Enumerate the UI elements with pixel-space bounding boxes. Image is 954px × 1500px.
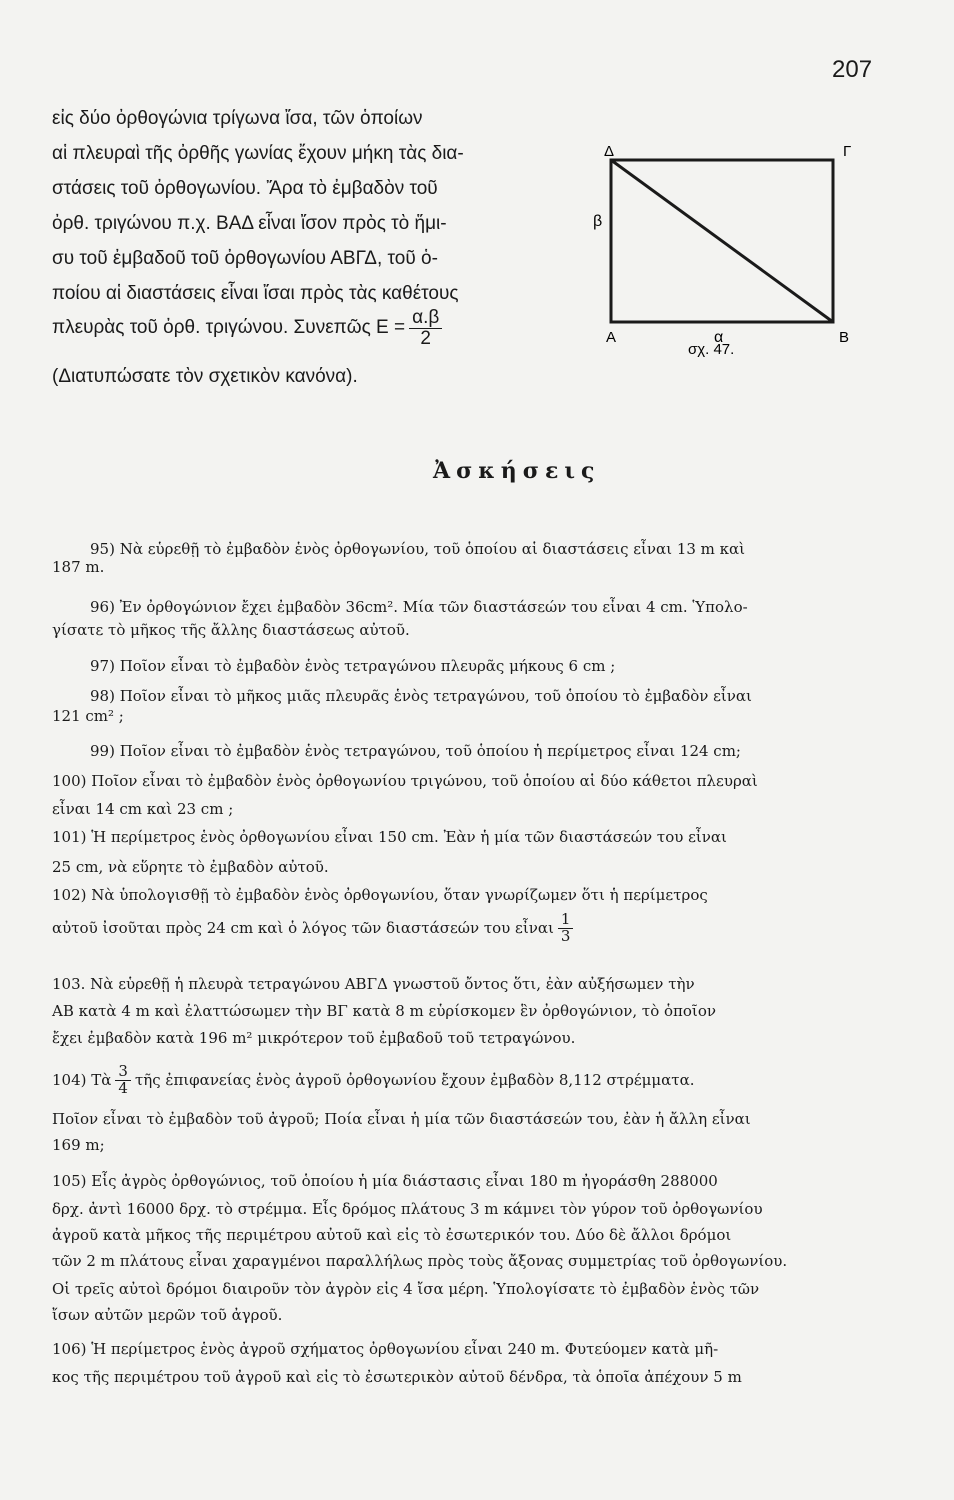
exercise-105-line-5: Οἱ τρεῖς αὐτοὶ δρόμοι διαιροῦν τὸν ἀγρὸν εἰς 4 ἴσα μέρη. Ὑπολογίσατε τὸ ἐμβαδὸν ἑνὸς τῶν — [52, 1280, 760, 1298]
figure-caption: σχ. 47. — [688, 341, 735, 358]
diagonal-db — [611, 160, 833, 322]
exercise-103-line-2: ΑΒ κατὰ 4 m καὶ ἐλαττώσωμεν τὴν ΒΓ κατὰ 8 m εὑρίσκομεν ἓν ὀρθογώνιον, τὸ ὁποῖον — [52, 1002, 716, 1020]
exercise-105-line-1: 105) Εἷς ἀγρὸς ὀρθογώνιος, τοῦ ὁποίου ἡ μία διάστασις εἶναι 180 m ἠγοράσθη 288000 — [52, 1172, 718, 1190]
exercise-100-line-1: 100) Ποῖον εἶναι τὸ ἐμβαδὸν ἑνὸς ὀρθογωνίου τριγώνου, τοῦ ὁποίου αἱ δύο κάθετοι πλευραὶ — [52, 772, 758, 790]
label-gamma: Γ — [843, 143, 852, 160]
exercise-95-line-2: 187 m. — [52, 558, 105, 576]
ratio-denominator: 3 — [560, 926, 571, 945]
exercise-104-line-3: 169 m; — [52, 1136, 105, 1154]
label-b: Β — [839, 329, 850, 346]
exercise-105-line-4: τῶν 2 m πλάτους εἶναι χαραγμένοι παραλλήλως πρὸς τοὺς ἄξονας συμμετρίας τοῦ ὀρθογωνίου. — [52, 1252, 788, 1270]
exercise-106-line-2: κος τῆς περιμέτρου τοῦ ἀγροῦ καὶ εἰς τὸ ἐσωτερικὸν αὐτοῦ δένδρα, τὰ ὁποῖα ἀπέχουν 5 m — [52, 1368, 742, 1386]
ratio-fraction — [558, 912, 574, 945]
exercise-101-line-1: 101) Ἡ περίμετρος ἑνὸς ὀρθογωνίου εἶναι 150 cm. Ἐὰν ἡ μία τῶν διαστάσεών του εἶναι — [52, 828, 727, 846]
ratio-numerator: 1 — [558, 912, 574, 929]
intro-line-1: εἰς δύο ὀρθογώνια τρίγωνα ἴσα, τῶν ὁποίων — [52, 108, 423, 129]
exercise-104-prefix: 104) Τὰ — [52, 1071, 112, 1090]
exercise-103-line-1: 103. Νὰ εὑρεθῇ ἡ πλευρὰ τετραγώνου ΑΒΓΔ γνωστοῦ ὄντος ὅτι, ἐὰν αὐξήσωμεν τὴν — [52, 975, 695, 993]
exercise-104-line-1 — [52, 1064, 695, 1097]
intro-line-6: ποίου αἱ διαστάσεις εἶναι ἴσαι πρὸς τὰς καθέτους — [52, 283, 459, 304]
intro-line-2: αἱ πλευραὶ τῆς ὀρθῆς γωνίας ἔχουν μήκη τὰς δια- — [52, 143, 464, 164]
label-a: Α — [606, 329, 617, 346]
exercise-99: 99) Ποῖον εἶναι τὸ ἐμβαδὸν ἑνὸς τετραγώνου, τοῦ ὁποίου ἡ περίμετρος εἶναι 124 cm; — [90, 742, 741, 760]
intro-line-3: στάσεις τοῦ ὀρθογωνίου. Ἄρα τὸ ἐμβαδὸν τοῦ — [52, 178, 438, 199]
exercise-98-line-1: 98) Ποῖον εἶναι τὸ μῆκος μιᾶς πλευρᾶς ἑνὸς τετραγώνου, τοῦ ὁποίου τὸ ἐμβαδὸν εἶναι — [90, 687, 752, 705]
exercise-104-line-2: Ποῖον εἶναι τὸ ἐμβαδὸν τοῦ ἀγροῦ; Ποία εἶναι ἡ μία τῶν διαστάσεών του, ἐὰν ἡ ἄλλη εἶναι — [52, 1110, 751, 1128]
area-fraction — [409, 308, 442, 349]
exercise-97: 97) Ποῖον εἶναι τὸ ἐμβαδὸν ἑνὸς τετραγώνου πλευρᾶς μήκους 6 cm ; — [90, 657, 616, 675]
exercise-96-line-1: 96) Ἐν ὀρθογώνιον ἔχει ἐμβαδὸν 36cm². Μία τῶν διαστάσεών του εἶναι 4 cm. Ὑπολο- — [90, 598, 748, 616]
exercise-102-line-1: 102) Νὰ ὑπολογισθῇ τὸ ἐμβαδὸν ἑνὸς ὀρθογωνίου, ὅταν γνωρίζωμεν ὅτι ἡ περίμετρος — [52, 886, 708, 904]
formula-text: πλευρὰς τοῦ ὀρθ. τριγώνου. Συνεπῶς Ε = — [52, 317, 406, 339]
exercise-96-line-2: γίσατε τὸ μῆκος τῆς ἄλλης διαστάσεως αὐτοῦ. — [52, 621, 410, 639]
exercise-98-line-2: 121 cm² ; — [52, 707, 124, 725]
label-beta: β — [593, 213, 603, 230]
exercise-104-text: τῆς ἐπιφανείας ἑνὸς ἀγροῦ ὀρθογωνίου ἔχουν ἐμβαδὸν 8,112 στρέμματα. — [134, 1071, 695, 1090]
label-delta: Δ — [604, 143, 615, 160]
exercise-105-line-2: δρχ. ἀντὶ 16000 δρχ. τὸ στρέμμα. Εἷς δρόμος πλάτους 3 m κάμνει τὸν γύρον τοῦ ὀρθογωνίου — [52, 1200, 763, 1218]
fraction-4: 4 — [118, 1078, 128, 1097]
exercises-heading: Ἀσκήσεις — [433, 458, 601, 484]
fraction-3: 3 — [115, 1064, 131, 1081]
exercise-100-line-2: εἶναι 14 cm καὶ 23 cm ; — [52, 800, 234, 818]
three-quarters-fraction — [115, 1064, 131, 1097]
exercise-106-line-1: 106) Ἡ περίμετρος ἑνὸς ἀγροῦ σχήματος ὀρθογωνίου εἶναι 240 m. Φυτεύομεν κατὰ μῆ- — [52, 1340, 719, 1358]
exercise-105-line-3: ἀγροῦ κατὰ μῆκος τῆς περιμέτρου αὐτοῦ καὶ εἰς τὸ ἐσωτερικόν του. Δύο δὲ ἄλλοι δρόμοι — [52, 1226, 732, 1244]
exercise-101-line-2: 25 cm, νὰ εὕρητε τὸ ἐμβαδὸν αὐτοῦ. — [52, 858, 329, 876]
exercise-102-text: αὐτοῦ ἰσοῦται πρὸς 24 cm καὶ ὁ λόγος τῶν διαστάσεών του εἶναι — [52, 919, 554, 938]
exercise-103-line-3: ἔχει ἐμβαδὸν κατὰ 196 m² μικρότερον τοῦ ἐμβαδοῦ τοῦ τετραγώνου. — [52, 1029, 576, 1047]
fraction-numerator: α.β — [409, 308, 442, 329]
figure-47 — [580, 130, 870, 370]
exercise-105-line-6: ἴσων αὐτῶν μερῶν τοῦ ἀγροῦ. — [52, 1306, 283, 1324]
label-alpha: α — [714, 329, 724, 346]
intro-line-5: συ τοῦ ἐμβαδοῦ τοῦ ὀρθογωνίου ΑΒΓΔ, τοῦ ὁ- — [52, 248, 438, 269]
exercise-102-line-2 — [52, 912, 577, 945]
formula-line — [52, 308, 446, 349]
page-number: 207 — [832, 56, 873, 83]
intro-last-line: (Διατυπώσατε τὸν σχετικὸν κανόνα). — [52, 366, 358, 387]
fraction-denominator: 2 — [420, 327, 431, 349]
exercise-95-line-1: 95) Νὰ εὑρεθῇ τὸ ἐμβαδὸν ἑνὸς ὀρθογωνίου, τοῦ ὁποίου αἱ διαστάσεις εἶναι 13 m καὶ — [90, 540, 746, 558]
intro-line-4: ὀρθ. τριγώνου π.χ. ΒΑΔ εἶναι ἴσον πρὸς τὸ ἥμι- — [52, 213, 447, 234]
